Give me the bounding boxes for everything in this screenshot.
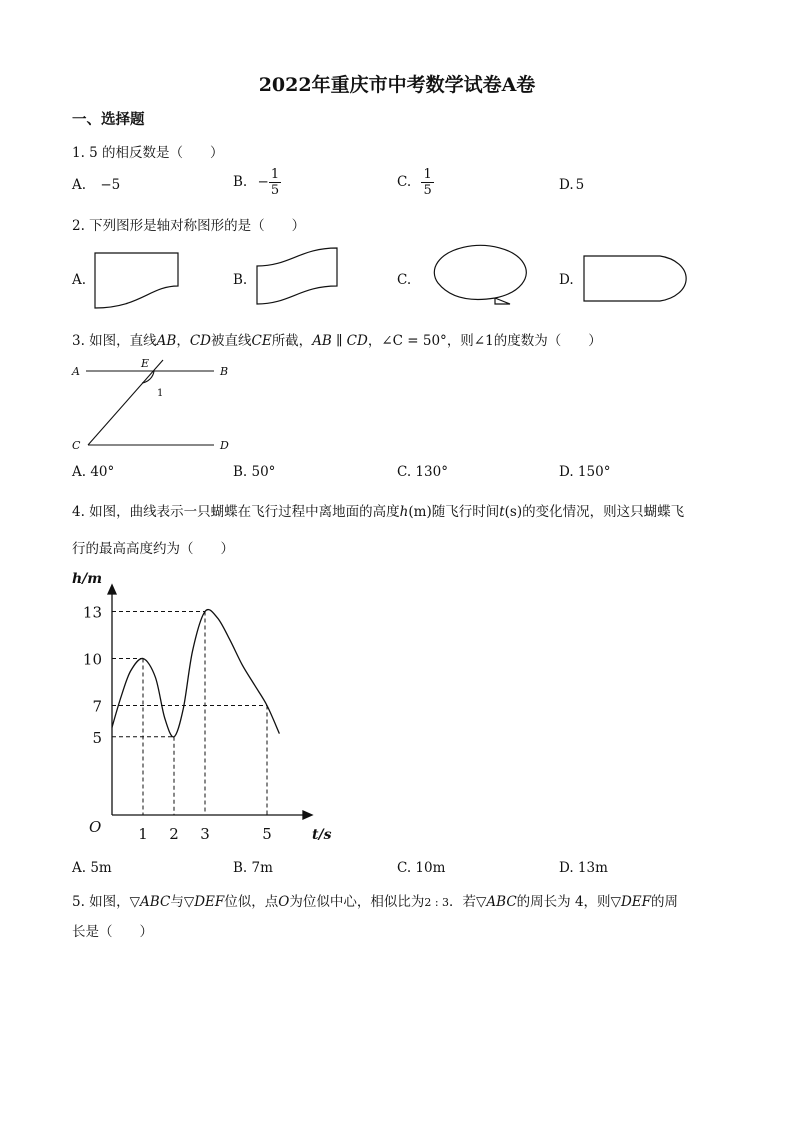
label-e: E — [141, 357, 150, 370]
q2-label-d: D. — [559, 272, 574, 288]
y-tick-label: 5 — [92, 728, 102, 747]
y-tick-label: 10 — [82, 650, 102, 669]
q3-line-ce: CE — [251, 333, 272, 349]
q1-option-a-label: A. — [72, 177, 87, 193]
q4-option-c: C. 10m — [397, 860, 446, 876]
x-axis-arrow — [303, 811, 312, 819]
q4-stem-part2: 随飞行时间 — [431, 504, 500, 520]
y-axis-label: h/m — [72, 571, 103, 587]
q3-stem-part2: 被直线 — [211, 333, 252, 349]
x-axis-label: t/s — [312, 827, 332, 843]
q5-stem-part4: 为位似中心，相似比为 — [289, 894, 425, 910]
q4-h-unit: (m) — [408, 504, 432, 520]
y-axis-arrow — [108, 585, 116, 594]
q5-stem-part7: 的周 — [651, 894, 678, 910]
fraction-denominator: 5 — [270, 183, 280, 198]
q1-option-d-value: 5 — [575, 177, 585, 193]
label-d: D — [220, 439, 229, 452]
label-c: C — [72, 439, 81, 452]
origin-label: O — [89, 818, 102, 836]
y-tick-label: 13 — [82, 603, 102, 622]
q3-stem-part1: 3. 如图，直线 — [72, 333, 157, 349]
height-curve — [112, 610, 279, 737]
q2-stem: 2. 下列图形是轴对称图形的是（ ） — [72, 218, 306, 234]
fraction-denominator: 5 — [423, 183, 432, 198]
q3-line-ab: AB — [156, 333, 177, 349]
q4-option-a: A. 5m — [72, 860, 112, 876]
q2-label-c: C. — [397, 272, 412, 288]
q3-option-a: A. 40° — [72, 464, 115, 480]
q5-stem-part5: ．若 — [449, 894, 477, 910]
q2-label-a: A. — [72, 272, 87, 288]
q4-t-unit: (s) — [504, 504, 523, 520]
q5-stem-line1 — [72, 890, 678, 910]
q3-stem-part4: ，则∠1的度数为（ ） — [446, 333, 602, 349]
q1-stem: 1. 5 的相反数是（ ） — [72, 145, 224, 161]
q4-option-b: B. 7m — [233, 860, 273, 876]
label-a: A — [72, 365, 80, 378]
q3-option-b: B. 50° — [233, 464, 276, 480]
fraction-numerator: 1 — [423, 167, 432, 182]
q5-triangle-def: ▽DEF — [183, 894, 225, 910]
q3-option-d: D. 150° — [559, 464, 611, 480]
q5-point-o: O — [278, 894, 290, 910]
q5-triangle-abc: ▽ABC — [129, 894, 171, 910]
x-tick-label: 3 — [200, 825, 210, 843]
q4-stem-part1: 4. 如图，曲线表示一只蝴蝶在飞行过程中离地面的高度 — [72, 504, 400, 520]
page-title: 2022年重庆市中考数学试卷A卷 — [258, 74, 536, 96]
label-b: B — [220, 365, 229, 378]
x-tick-label: 5 — [262, 825, 272, 843]
x-tick-label: 2 — [169, 825, 179, 843]
q4-stem-part3: 的变化情况，则这只蝴蝶飞 — [522, 504, 685, 520]
x-tick-label: 1 — [138, 825, 148, 843]
q3-stem-part3: 所截， — [271, 333, 313, 349]
q1-option-a-value: −5 — [100, 177, 121, 193]
q4-stem-line2: 行的最高高度约为（ ） — [72, 541, 234, 557]
q5-stem-part2: 与 — [170, 894, 184, 910]
q5-triangle-abc-2: ▽ABC — [476, 894, 517, 910]
q3-parallel: AB ∥ CD — [312, 333, 368, 349]
q5-stem-part1: 5. 如图， — [72, 894, 130, 910]
q2-label-b: B. — [233, 272, 248, 288]
fraction-numerator: 1 — [270, 167, 280, 182]
q3-option-c: C. 130° — [397, 464, 448, 480]
q5-stem-part6: 的周长为 4，则 — [516, 894, 611, 910]
q1-option-d-label: D. — [559, 177, 574, 193]
label-angle-1: 1 — [157, 388, 164, 399]
q5-triangle-def-2: ▽DEF — [610, 894, 651, 910]
q5-stem-part3: 位似，点 — [224, 894, 279, 910]
q1-option-b-sign: − — [257, 174, 269, 190]
y-tick-label: 7 — [92, 697, 102, 716]
q4-option-d: D. 13m — [559, 860, 608, 876]
q5-ratio: 2 : 3 — [424, 896, 450, 909]
q1-option-c-label: C. — [397, 174, 412, 190]
q4-h-var: h — [399, 504, 409, 520]
q4-t-var: t — [499, 504, 505, 520]
q3-sep: ， — [176, 333, 190, 349]
q5-stem-line2: 长是（ ） — [72, 924, 153, 940]
section-heading: 一、选择题 — [72, 111, 145, 128]
q3-angle-c: ，∠C = 50° — [367, 333, 447, 349]
q3-line-cd: CD — [189, 333, 211, 349]
q1-option-b-label: B. — [233, 174, 248, 190]
